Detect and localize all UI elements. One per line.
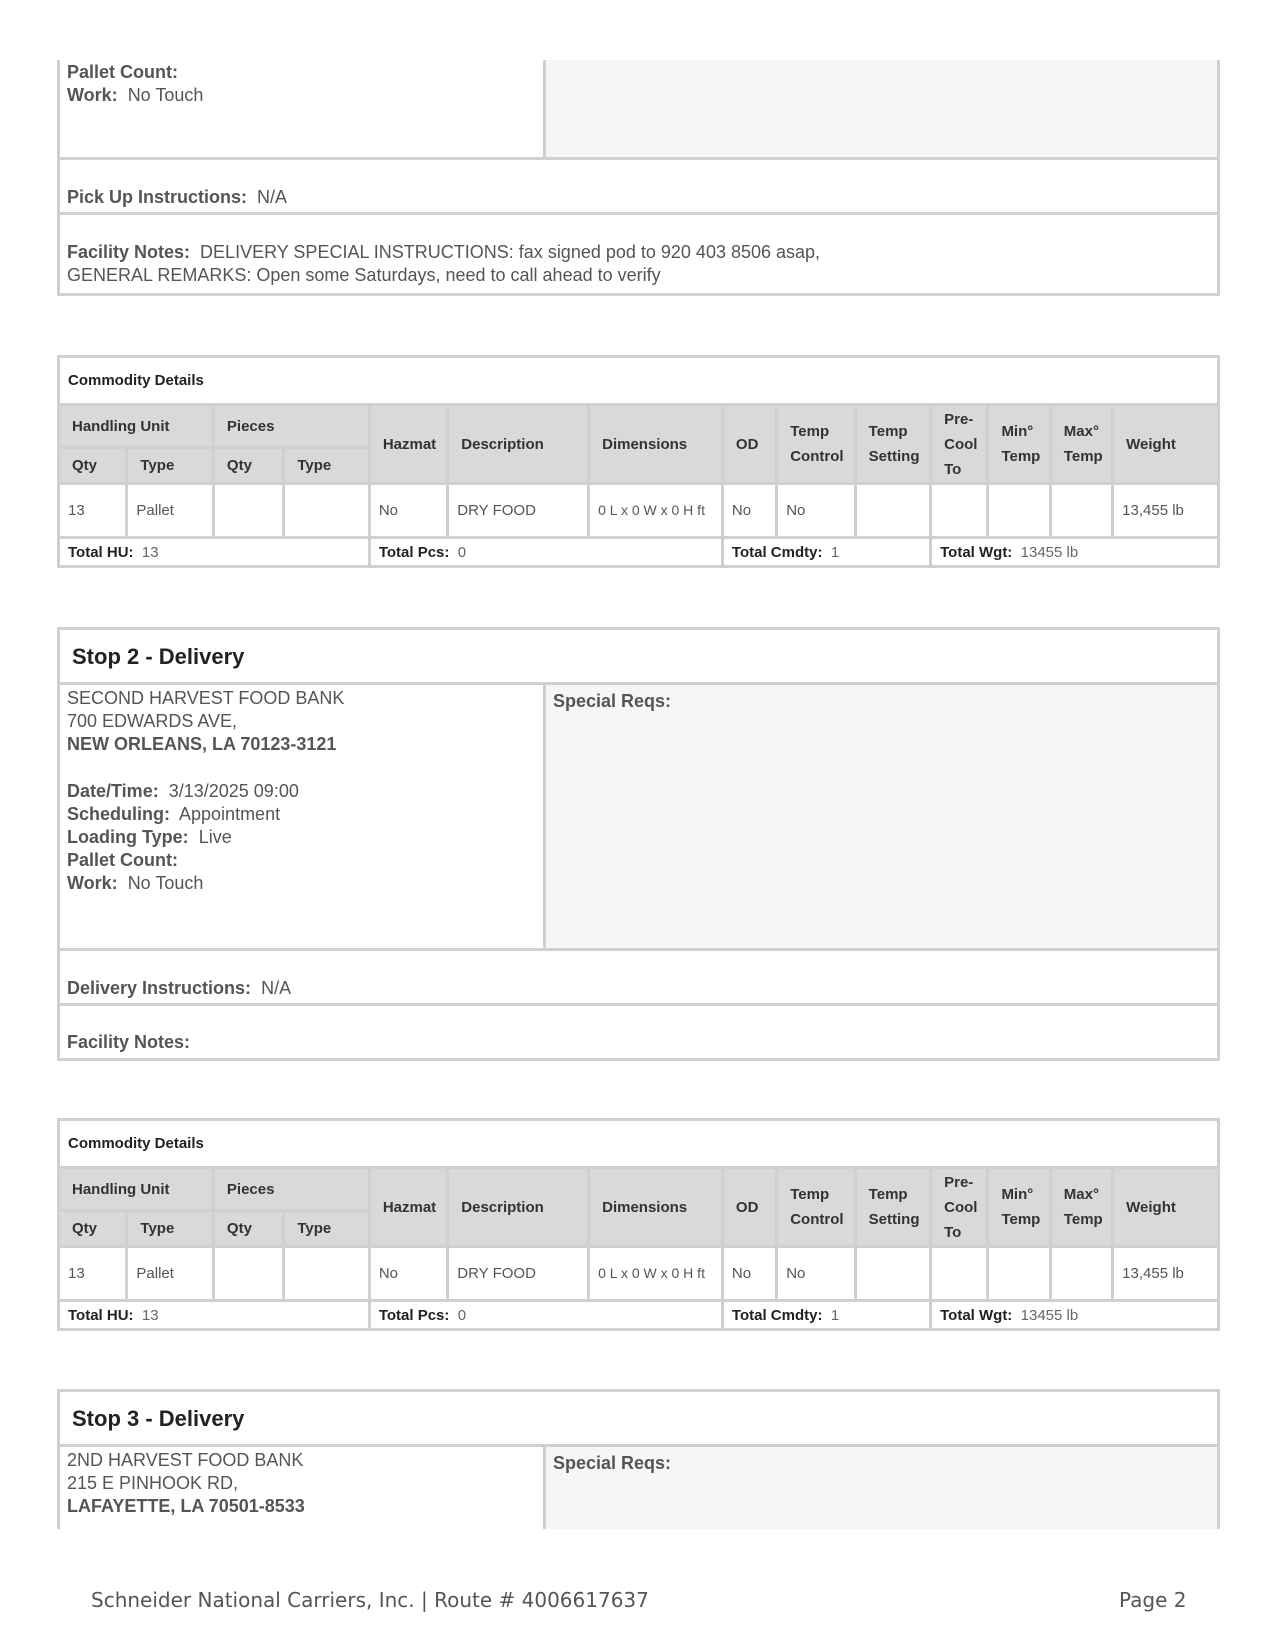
hu-type: Pallet bbox=[127, 1247, 214, 1301]
hu-type: Pallet bbox=[127, 484, 214, 538]
min-temp-header: Min° Temp bbox=[988, 1168, 1050, 1247]
total-cmdty-value: 1 bbox=[830, 543, 840, 561]
hu-qty: 13 bbox=[59, 1247, 127, 1301]
pieces-header: Pieces bbox=[213, 1168, 369, 1211]
total-wgt-value: 13455 lb bbox=[1020, 543, 1079, 561]
stop2-title: Stop 2 - Delivery bbox=[60, 630, 1217, 685]
hu-header: Handling Unit bbox=[59, 405, 214, 448]
temp-control-header: Temp Control bbox=[777, 1168, 855, 1247]
stop2-datetime bbox=[67, 780, 543, 803]
stop2-section bbox=[57, 627, 1220, 1061]
scheduling-label: Scheduling: bbox=[67, 804, 170, 824]
table-row bbox=[59, 1247, 1219, 1301]
work-label: Work: bbox=[67, 873, 118, 893]
description-header: Description bbox=[448, 1168, 589, 1247]
facility-text-1: DELIVERY SPECIAL INSTRUCTIONS: fax signed pod to 920 403 8506 asap, bbox=[200, 242, 821, 262]
stop3-special-reqs-panel bbox=[543, 1447, 1217, 1529]
hu-qty: 13 bbox=[59, 484, 127, 538]
stop1-section bbox=[57, 60, 1220, 296]
hazmat: No bbox=[369, 484, 447, 538]
work-value: No Touch bbox=[127, 873, 204, 893]
stop3-city: LAFAYETTE, LA 70501-8533 bbox=[67, 1496, 305, 1516]
table-row bbox=[59, 484, 1219, 538]
max-temp bbox=[1050, 484, 1112, 538]
description: DRY FOOD bbox=[448, 484, 589, 538]
weight: 13,455 lb bbox=[1113, 1247, 1219, 1301]
total-cmdty bbox=[722, 1301, 930, 1330]
total-pcs-value: 0 bbox=[457, 1306, 467, 1324]
commodity-table-1 bbox=[57, 355, 1220, 568]
pc-type-header: Type bbox=[284, 1211, 370, 1247]
total-pcs bbox=[369, 538, 722, 567]
commodity-table-2 bbox=[57, 1118, 1220, 1331]
precool-header: Pre-Cool To bbox=[931, 405, 988, 484]
footer-route: Schneider National Carriers, Inc. | Route # 4006617637 bbox=[91, 1588, 649, 1612]
pc-type bbox=[284, 484, 370, 538]
temp-setting-header: Temp Setting bbox=[855, 1168, 930, 1247]
delivery-value: N/A bbox=[261, 978, 292, 998]
od-header: OD bbox=[722, 405, 776, 484]
total-pcs-label: Total Pcs: bbox=[378, 1306, 450, 1324]
datetime-label: Date/Time: bbox=[67, 781, 159, 801]
precool bbox=[931, 484, 988, 538]
stop3-name: 2ND HARVEST FOOD BANK bbox=[67, 1450, 304, 1470]
special-reqs-label: Special Reqs: bbox=[553, 1453, 672, 1473]
facility-notes bbox=[67, 241, 1207, 287]
divider bbox=[60, 212, 1217, 215]
pc-type-header: Type bbox=[284, 448, 370, 484]
scheduling-value: Appointment bbox=[179, 804, 281, 824]
commodity-title: Commodity Details bbox=[59, 1120, 1219, 1168]
hazmat-header: Hazmat bbox=[369, 405, 447, 484]
temp-control-header: Temp Control bbox=[777, 405, 855, 484]
temp-setting bbox=[855, 484, 930, 538]
pc-qty-header: Qty bbox=[213, 448, 283, 484]
total-pcs-value: 0 bbox=[457, 543, 467, 561]
pc-type bbox=[284, 1247, 370, 1301]
hu-qty-header: Qty bbox=[59, 448, 127, 484]
weight: 13,455 lb bbox=[1113, 484, 1219, 538]
total-hu-label: Total HU: bbox=[68, 543, 134, 561]
datetime-value: 3/13/2025 09:00 bbox=[168, 781, 299, 801]
total-pcs bbox=[369, 1301, 722, 1330]
total-hu-value: 13 bbox=[141, 543, 159, 561]
pc-qty bbox=[213, 484, 283, 538]
stop3-section bbox=[57, 1389, 1220, 1529]
stop2-details bbox=[60, 685, 543, 948]
pieces-header: Pieces bbox=[213, 405, 369, 448]
facility-text-2: GENERAL REMARKS: Open some Saturdays, need to call ahead to verify bbox=[67, 265, 661, 285]
hu-qty-header: Qty bbox=[59, 1211, 127, 1247]
stop2-work bbox=[67, 872, 543, 895]
stop2-loading bbox=[67, 826, 543, 849]
total-wgt-label: Total Wgt: bbox=[940, 543, 1013, 561]
divider bbox=[60, 948, 1217, 951]
pickup-label: Pick Up Instructions: bbox=[67, 187, 248, 207]
temp-setting bbox=[855, 1247, 930, 1301]
total-hu-value: 13 bbox=[141, 1306, 159, 1324]
precool bbox=[931, 1247, 988, 1301]
dimensions: 0 L x 0 W x 0 H ft bbox=[589, 1247, 723, 1301]
min-temp bbox=[988, 1247, 1050, 1301]
total-wgt-value: 13455 lb bbox=[1020, 1306, 1079, 1324]
divider bbox=[60, 157, 1217, 160]
total-cmdty-label: Total Cmdty: bbox=[731, 543, 823, 561]
hu-header: Handling Unit bbox=[59, 1168, 214, 1211]
od: No bbox=[722, 484, 776, 538]
max-temp bbox=[1050, 1247, 1112, 1301]
stop2-city: NEW ORLEANS, LA 70123-3121 bbox=[67, 734, 337, 754]
hu-type-header: Type bbox=[127, 448, 214, 484]
dimensions: 0 L x 0 W x 0 H ft bbox=[589, 484, 723, 538]
facility-label: Facility Notes: bbox=[67, 242, 191, 262]
max-temp-header: Max° Temp bbox=[1050, 405, 1112, 484]
weight-header: Weight bbox=[1113, 405, 1219, 484]
description: DRY FOOD bbox=[448, 1247, 589, 1301]
total-hu bbox=[59, 538, 370, 567]
pc-qty bbox=[213, 1247, 283, 1301]
dimensions-header: Dimensions bbox=[589, 1168, 723, 1247]
pallet-count-label: Pallet Count: bbox=[67, 62, 178, 82]
delivery-instructions bbox=[67, 977, 291, 1000]
total-cmdty-value: 1 bbox=[830, 1306, 840, 1324]
pickup-value: N/A bbox=[257, 187, 288, 207]
min-temp bbox=[988, 484, 1050, 538]
total-cmdty bbox=[722, 538, 930, 567]
precool-header: Pre-Cool To bbox=[931, 1168, 988, 1247]
stop2-facility-notes: Facility Notes: bbox=[67, 1032, 191, 1052]
work-value: No Touch bbox=[127, 85, 204, 105]
total-hu-label: Total HU: bbox=[68, 1306, 134, 1324]
weight-header: Weight bbox=[1113, 1168, 1219, 1247]
stop1-special-reqs-panel bbox=[543, 60, 1217, 157]
max-temp-header: Max° Temp bbox=[1050, 1168, 1112, 1247]
stop3-title: Stop 3 - Delivery bbox=[60, 1392, 1217, 1447]
total-wgt-label: Total Wgt: bbox=[940, 1306, 1013, 1324]
hazmat: No bbox=[369, 1247, 447, 1301]
divider bbox=[60, 1003, 1217, 1006]
od: No bbox=[722, 1247, 776, 1301]
stop2-special-reqs-panel bbox=[543, 685, 1217, 948]
dimensions-header: Dimensions bbox=[589, 405, 723, 484]
totals-row bbox=[59, 1301, 1219, 1330]
stop2-name: SECOND HARVEST FOOD BANK bbox=[67, 688, 345, 708]
commodity-title: Commodity Details bbox=[59, 357, 1219, 405]
facility-line-1 bbox=[67, 241, 1207, 264]
special-reqs-label: Special Reqs: bbox=[553, 691, 672, 711]
total-pcs-label: Total Pcs: bbox=[378, 543, 450, 561]
pc-qty-header: Qty bbox=[213, 1211, 283, 1247]
temp-control: No bbox=[777, 484, 855, 538]
total-wgt bbox=[931, 1301, 1219, 1330]
footer-page-number: Page 2 bbox=[1119, 1588, 1187, 1612]
min-temp-header: Min° Temp bbox=[988, 405, 1050, 484]
delivery-label: Delivery Instructions: bbox=[67, 978, 252, 998]
loading-value: Live bbox=[198, 827, 232, 847]
stop2-street: 700 EDWARDS AVE, bbox=[67, 711, 238, 731]
work-row bbox=[67, 84, 543, 107]
stop1-details bbox=[60, 60, 543, 157]
stop2-pallet-label: Pallet Count: bbox=[67, 850, 178, 870]
stop2-scheduling bbox=[67, 803, 543, 826]
hu-type-header: Type bbox=[127, 1211, 214, 1247]
stop3-street: 215 E PINHOOK RD, bbox=[67, 1473, 239, 1493]
temp-control: No bbox=[777, 1247, 855, 1301]
totals-row bbox=[59, 538, 1219, 567]
total-cmdty-label: Total Cmdty: bbox=[731, 1306, 823, 1324]
work-label: Work: bbox=[67, 85, 118, 105]
od-header: OD bbox=[722, 1168, 776, 1247]
loading-label: Loading Type: bbox=[67, 827, 189, 847]
pickup-instructions bbox=[67, 186, 287, 209]
temp-setting-header: Temp Setting bbox=[855, 405, 930, 484]
stop3-details bbox=[60, 1447, 543, 1529]
description-header: Description bbox=[448, 405, 589, 484]
hazmat-header: Hazmat bbox=[369, 1168, 447, 1247]
total-wgt bbox=[931, 538, 1219, 567]
total-hu bbox=[59, 1301, 370, 1330]
